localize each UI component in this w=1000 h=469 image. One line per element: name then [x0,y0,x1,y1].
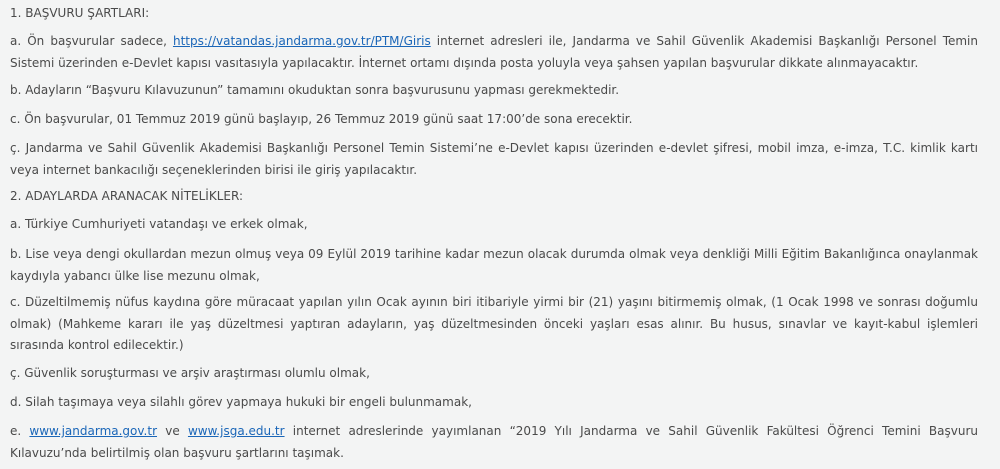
section-2-item-cc: ç. Güvenlik soruşturması ve arşiv araştırması olumlu olmak, [10,366,370,380]
item-e-prefix: e. [10,424,30,438]
section-2-item-e [10,421,978,464]
section-1-heading: 1. BAŞVURU ŞARTLARI: [10,6,150,20]
section-1-item-c: c. Ön başvurular, 01 Temmuz 2019 günü başlayıp, 26 Temmuz 2019 günü saat 17:00’de sona erecektir. [10,112,633,126]
jandarma-link[interactable]: www.jandarma.gov.tr [29,424,158,438]
jsga-link[interactable]: www.jsga.edu.tr [187,424,285,438]
section-2-item-b: b. Lise veya dengi okullardan mezun olmuş veya 09 Eylül 2019 tarihine kadar mezun olacak durumda olmak veya denkliği Milli Eğitim Bakanlığınca onaylanmak kaydıyla yabancı ülke lise mezunu olmak, [10,247,978,283]
item-a-suffix: internet adresleri ile, Jandarma ve Sahil Güvenlik Akademisi Başkanlığı Personel Temin Sistemi üzerinden e-Devlet kapısı vasıtasıyla yapılacaktır. İnternet ortamı dışında posta yoluyla veya şahsen yapılan başvurular dikkate alınmayacaktır. [10,34,978,70]
section-2-item-d: d. Silah taşımaya veya silahlı görev yapmaya hukuki bir engeli bulunmamak, [10,395,472,409]
item-e-suffix: internet adreslerinde yayımlanan “2019 Yılı Jandarma ve Sahil Güvenlik Fakültesi Öğrenci Temini Başvuru Kılavuzu’nda belirtilmiş olan başvuru şartlarını taşımak. [10,424,978,460]
section-1-item-b: b. Adayların “Başvuru Kılavuzunun” tamamını okuduktan sonra başvurusunu yapması gerekmektedir. [10,83,620,97]
section-2-item-c: c. Düzeltilmemiş nüfus kaydına göre müracaat yapılan yılın Ocak ayının biri itibariyle yirmi bir (21) yaşını bitirmemiş olmak, (1 Ocak 1998 ve sonrası doğumlu olmak) (Mahkeme kararı ile yaş düzeltmesi yaptıran adayların, yaş düzeltmesinden önceki yaşları esas alınır. Bu husus, sınavlar ve kayıt-kabul işlemleri sırasında kontrol edilecektir.) [10,295,978,352]
item-a-prefix: a. Ön başvurular sadece, [10,34,173,48]
section-2-heading: 2. ADAYLARDA ARANACAK NİTELİKLER: [10,189,243,203]
item-e-middle: ve [157,424,188,438]
section-2-item-a: a. Türkiye Cumhuriyeti vatandaşı ve erkek olmak, [10,217,308,231]
section-1-item-a [10,31,978,74]
section-1-item-cc: ç. Jandarma ve Sahil Güvenlik Akademisi Başkanlığı Personel Temin Sistemi’ne e-Devlet kapısı üzerinden e-devlet şifresi, mobil imza, e-imza, T.C. kimlik kartı veya internet bankacılığı seçeneklerinden birisi ile giriş yapılacaktır. [10,141,978,177]
ptm-login-link[interactable]: https://vatandas.jandarma.gov.tr/PTM/Giris [172,34,431,48]
